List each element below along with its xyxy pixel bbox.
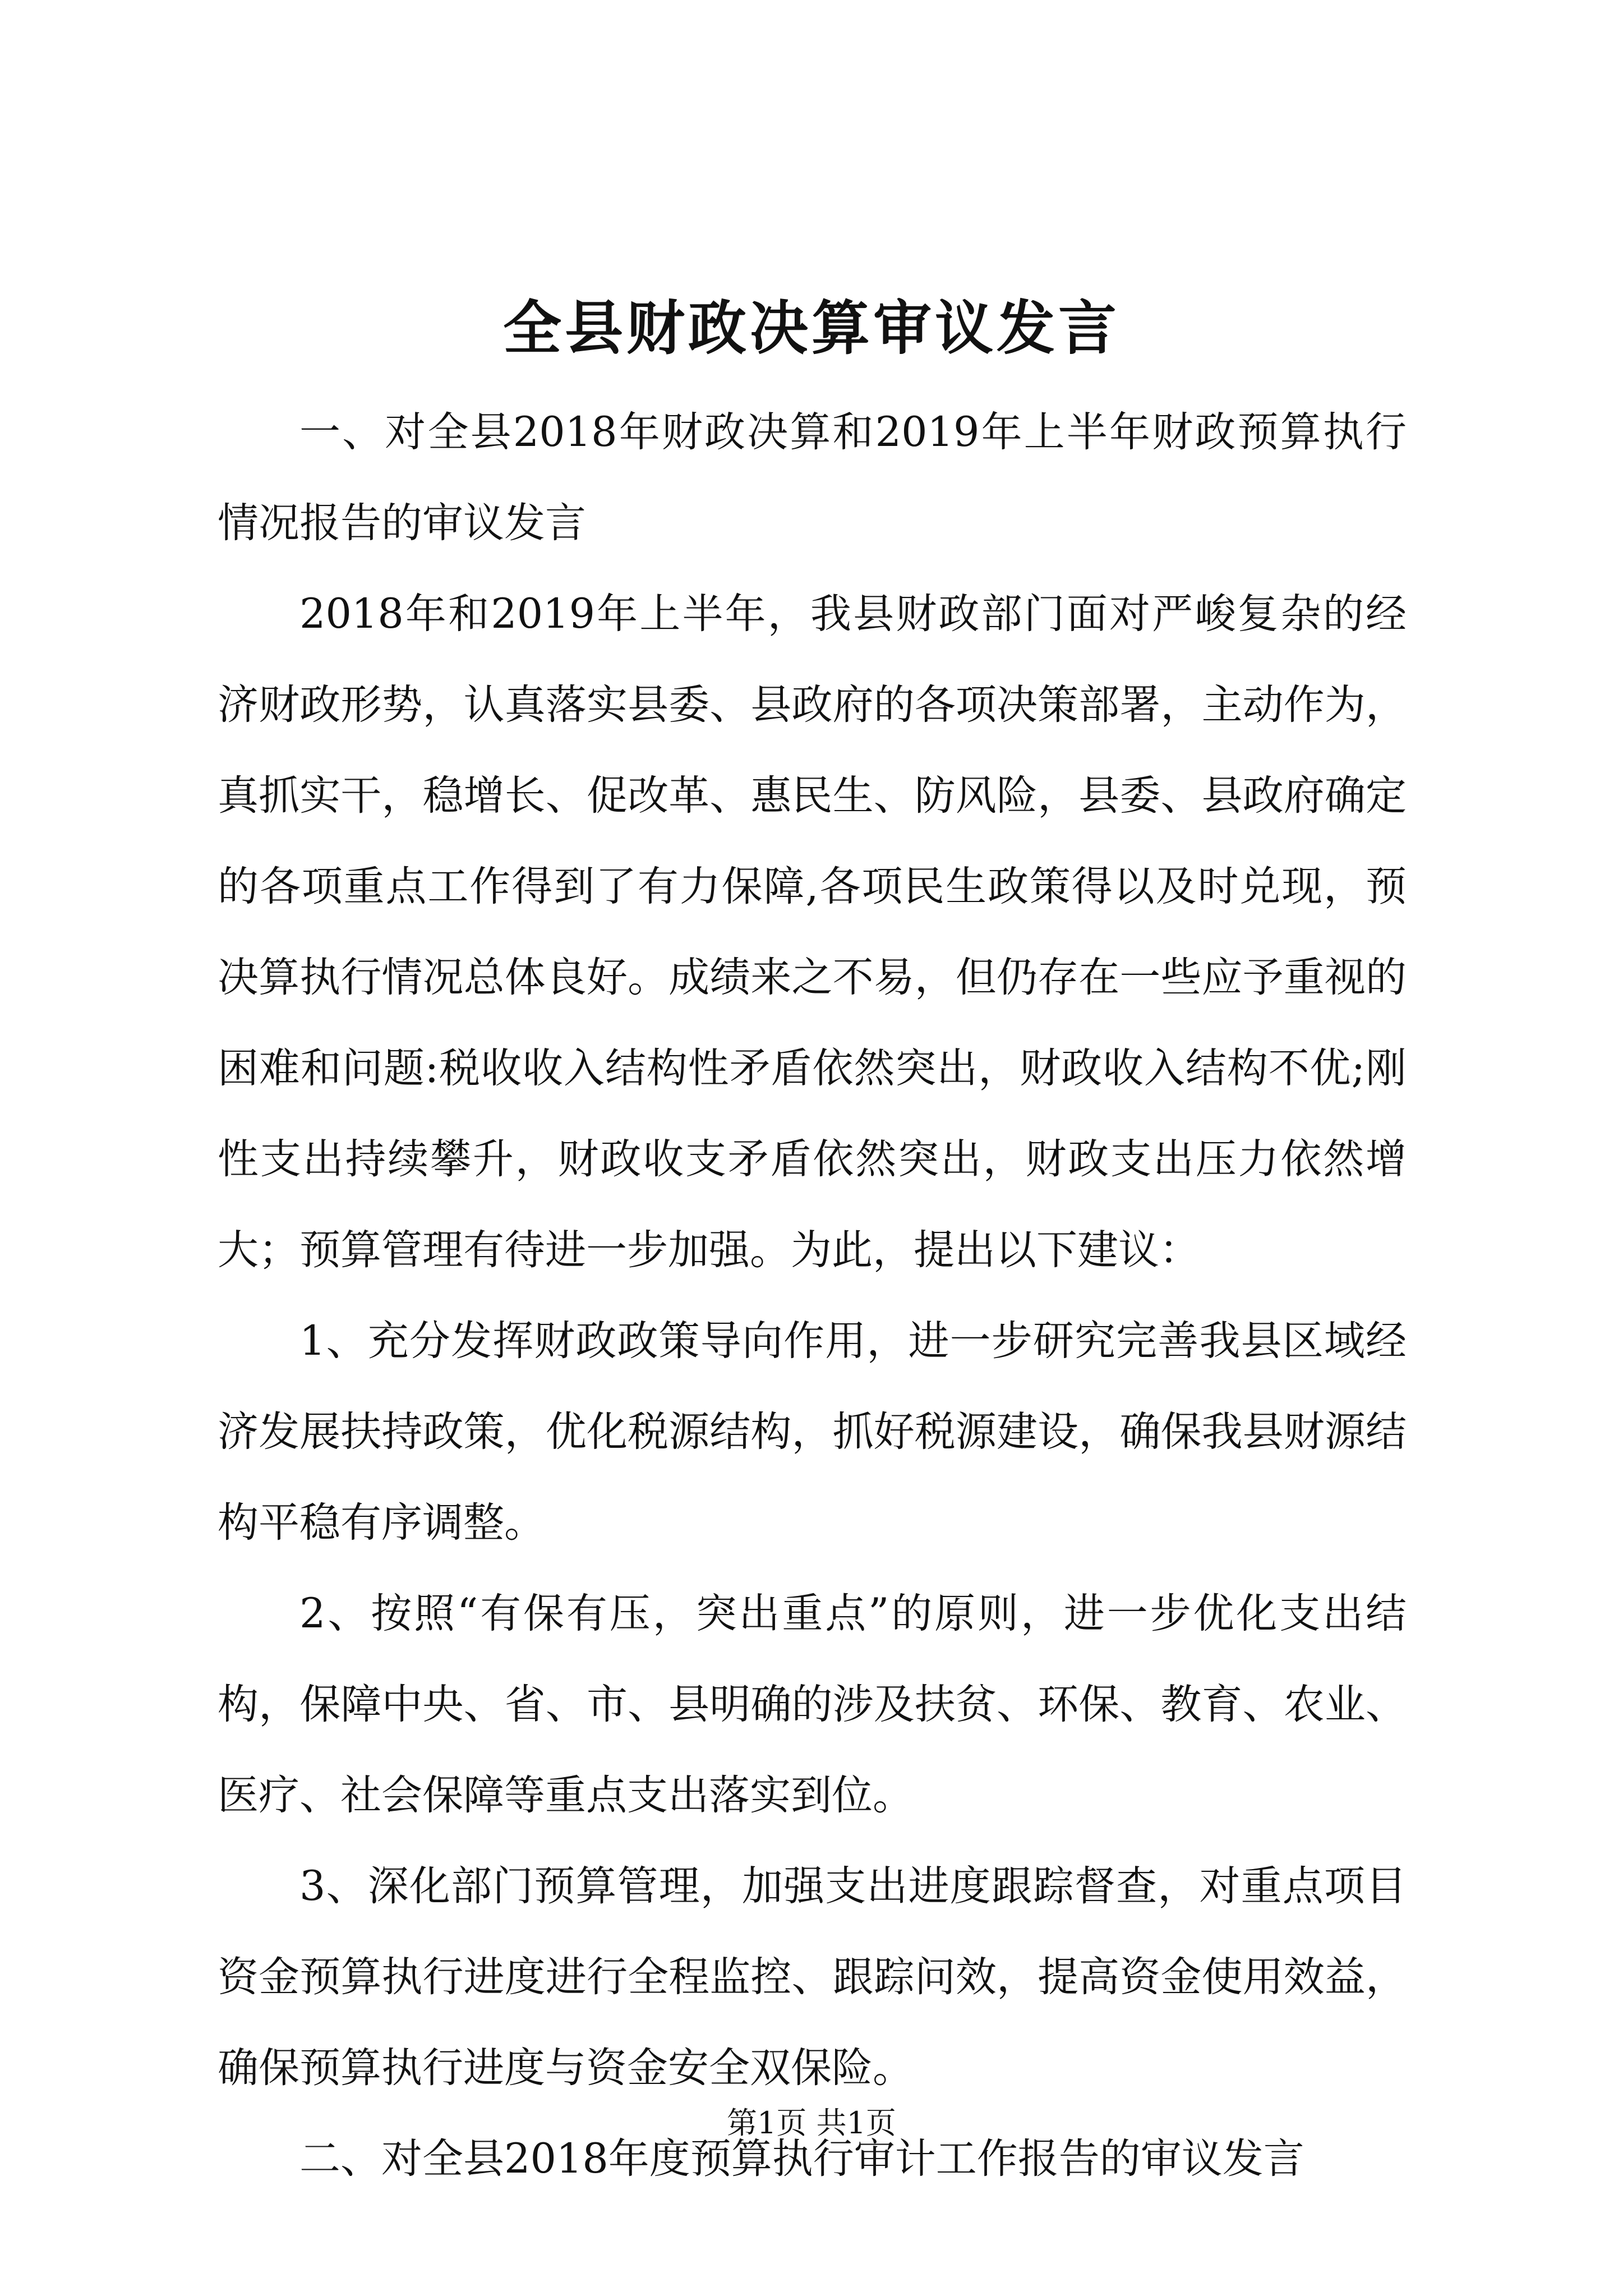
document-title: 全县财政决算审议发言: [502, 293, 1120, 362]
page-footer: 第1页 共1页: [727, 2105, 896, 2141]
suggestion-3: 3、深化部门预算管理，加强支出进度跟踪督查，对重点项目资金预算执行进度进行全程监控、跟踪问效，提高资金使用效益，确保预算执行进度与资金安全双保险。: [218, 1862, 1407, 2092]
document-body: [218, 387, 1407, 2205]
paragraph-overview: 2018年和2019年上半年，我县财政部门面对严峻复杂的经济财政形势，认真落实县委、县政府的各项决策部署，主动作为，真抓实干，稳增长、促改革、惠民生、防风险，县委、县政府确定的各项重点工作得到了有力保障,各项民生政策得以及时兑现，预决算执行情况总体良好。成绩来之不易，但仍存在一些应予重视的困难和问题:税收收入结构性矛盾依然突出，财政收入结构不优;刚性支出持续攀升，财政收支矛盾依然突出，财政支出压力依然增大；预算管理有待进一步加强。为此，提出以下建议：: [218, 590, 1407, 1274]
section-heading-2: 二、对全县2018年度预算执行审计工作报告的审议发言: [299, 2135, 1304, 2183]
section-heading-1: 一、对全县2018年财政决算和2019年上半年财政预算执行情况报告的审议发言: [218, 408, 1407, 547]
suggestion-2: 2、按照“有保有压，突出重点”的原则，进一步优化支出结构，保障中央、省、市、县明确的涉及扶贫、环保、教育、农业、医疗、社会保障等重点支出落实到位。: [218, 1590, 1407, 1819]
suggestion-1: 1、充分发挥财政政策导向作用，进一步研究完善我县区域经济发展扶持政策，优化税源结构，抓好税源建设，确保我县财源结构平稳有序调整。: [218, 1317, 1407, 1547]
